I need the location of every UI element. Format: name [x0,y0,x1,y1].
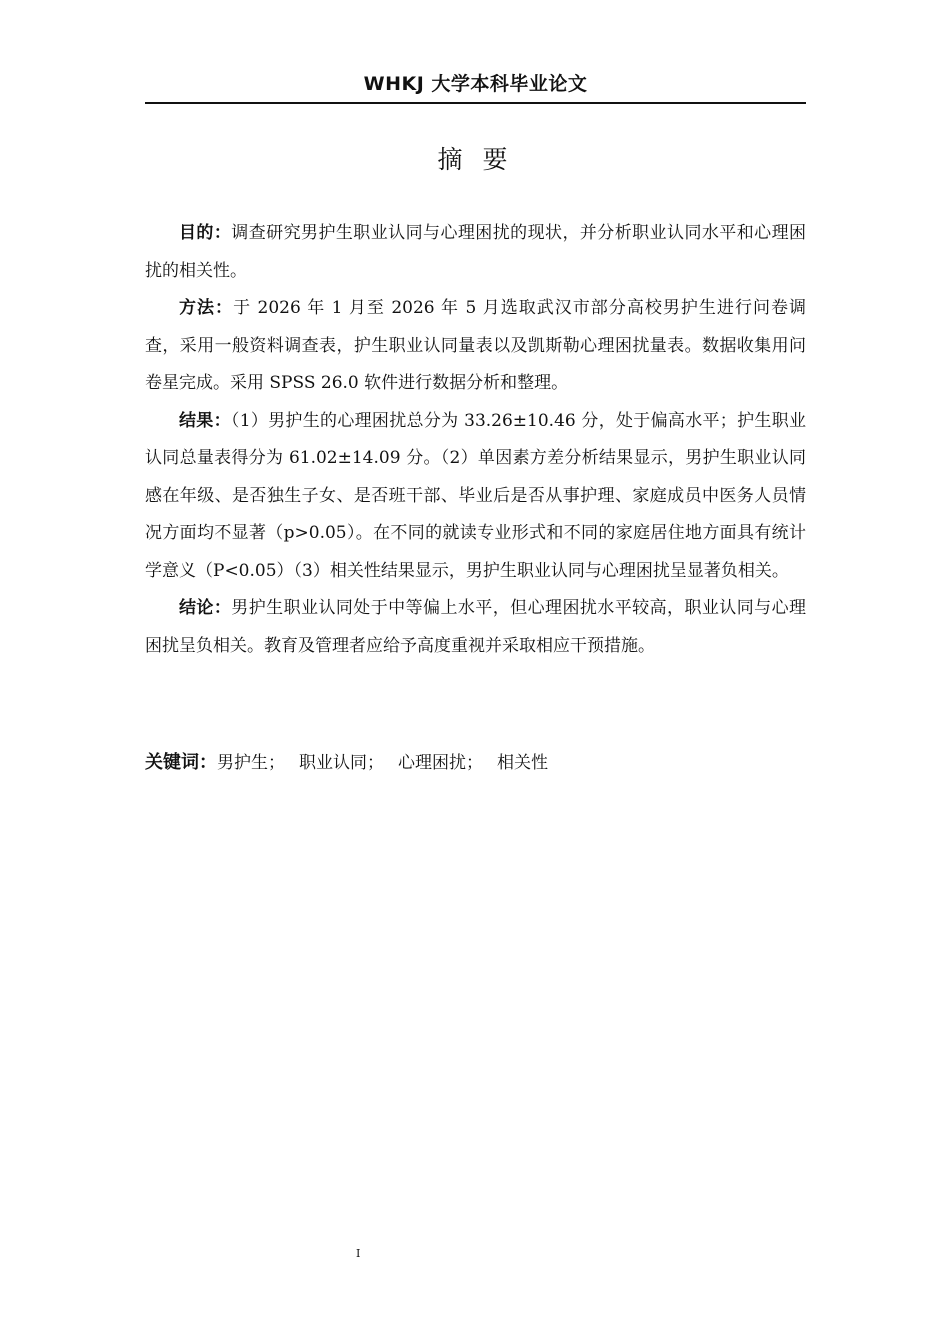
abstract-title: 摘 要 [437,145,514,174]
section-text: （1）男护生的心理困扰总分为 33.26±10.46 分，处于偏高水平；护生职业认同总量表得分为 61.02±14.09 分。（2）单因素方差分析结果显示，男护生职业认同感在年级、是否独生子女、是否班干部、毕业后是否从事护理、家庭成员中医务人员情况方面均不显著（p>0.05）。在不同的就读专业形式和不同的家庭居住地方面具有统计学意义（P<0.05）（3）相关性结果显示，男护生职业认同与心理困扰呈显著负相关。 [145,410,807,581]
page-number: I [356,1247,361,1260]
header-title: WHKJ 大学本科毕业论文 [363,73,588,95]
abstract-section-methods [145,290,806,403]
abstract-section-results [145,403,806,591]
keyword-item: 相关性 [497,753,548,773]
abstract-section-conclusion [145,590,806,665]
keywords [145,745,806,781]
page-header [145,68,806,104]
section-text: 调查研究男护生职业认同与心理困扰的现状，并分析职业认同水平和心理困扰的相关性。 [145,223,807,281]
abstract-section-purpose [145,215,806,290]
keyword-item: 男护生； [217,753,285,773]
section-lead: 目的： [179,223,232,243]
keywords-label: 关键词： [145,752,217,773]
keyword-item: 心理困扰； [398,753,483,773]
section-text: 于 2026 年 1 月至 2026 年 5 月选取武汉市部分高校男护生进行问卷调查，采用一般资料调查表，护生职业认同量表以及凯斯勒心理困扰量表。数据收集用问卷星完成。采用 SPSS 26.0 软件进行数据分析和整理。 [145,298,807,393]
section-text: 男护生职业认同处于中等偏上水平，但心理困扰水平较高，职业认同与心理困扰呈负相关。教育及管理者应给予高度重视并采取相应干预措施。 [145,598,807,656]
keyword-item: 职业认同； [299,753,384,773]
section-lead: 结果： [179,410,231,431]
abstract-body [145,215,806,665]
section-lead: 方法： [179,298,234,318]
section-lead: 结论： [179,598,232,618]
